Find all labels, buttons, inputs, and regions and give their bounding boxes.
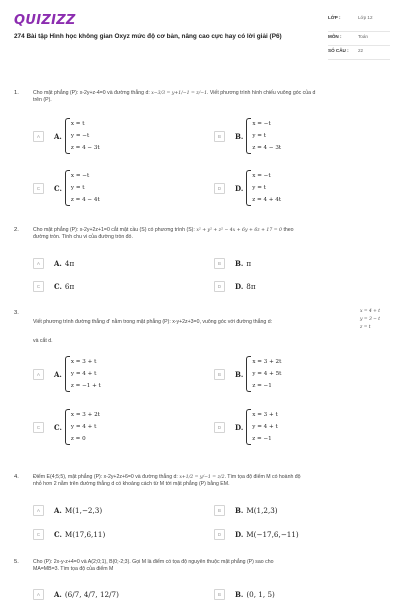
option-value: M(1,2,3) [246, 506, 278, 515]
option-c[interactable]: C C. 6π [33, 281, 74, 292]
option-value: 6π [64, 282, 75, 291]
option-c-box[interactable]: C [33, 422, 44, 433]
option-value: M(1,−2,3) [64, 506, 103, 515]
question-text: Điểm E(4;5;5), mặt phẳng (P): x-2y+2z+6=0 và đường thẳng d: x+1/2 = y/−1 = z/2. Tìm tọa độ điểm M có hoành độ nhỏ hơn 2 nằm trên đường thẳng d có khoảng cách từ M tới mặt phẳng (P) bằng EM. [33, 474, 301, 488]
meta-info [328, 13, 390, 60]
option-a[interactable]: A A. 4π [33, 258, 74, 269]
option-c[interactable]: C C. x = −t y = t z = 4 − 4t [33, 170, 100, 206]
option-d-box[interactable]: D [214, 183, 225, 194]
question-number: 2. [14, 227, 19, 233]
option-b-box[interactable]: B [214, 258, 225, 269]
question-text: Cho mặt phẳng (P): x-2y+z-4=0 và đường thẳng d: x−3/3 = y+1/−1 = z/−1. Viết phương trình hình chiếu vuông góc của d trên (P). [33, 90, 316, 104]
option-b[interactable]: B B. M(1,2,3) [214, 505, 278, 516]
document-header [0, 0, 400, 66]
option-value: (6/7, 4/7, 12/7) [64, 590, 119, 599]
equation-system: x = 3 + 2t y = 4 + t z = 0 [65, 409, 100, 445]
line-equation: x−3/3 = y+1/−1 = z/−1 [151, 91, 208, 96]
option-value: 8π [246, 282, 256, 291]
class-label: LỚP : [328, 15, 341, 20]
option-d[interactable]: D D. M(−17,6,−11) [214, 529, 299, 540]
line-d-system: x = 4 + t y = 3 − t z = t [360, 309, 380, 330]
subject-value: Toán [358, 34, 368, 39]
option-a[interactable]: A A. x = t y = −t z = 4 − 3t [33, 118, 100, 154]
option-b-box[interactable]: B [214, 505, 225, 516]
class-value: Lớp 12 [358, 15, 373, 20]
question-text: Viết phương trình đường thẳng d' nằm trong mặt phẳng (P): x-y+2z+3=0, vuông góc với đường thẳng d: [33, 319, 273, 325]
option-value: (0, 1, 5) [246, 590, 275, 599]
option-a-box[interactable]: A [33, 369, 44, 380]
option-value: π [246, 259, 252, 268]
option-c[interactable]: C C. M(17,6,11) [33, 529, 105, 540]
equation-system: x = 3 + 2t y = 4 + 5t z = −1 [246, 356, 281, 392]
option-c-box[interactable]: C [33, 183, 44, 194]
option-d[interactable]: D D. x = −t y = t z = 4 + 4t [214, 170, 281, 206]
option-b-box[interactable]: B [214, 131, 225, 142]
option-a-box[interactable]: A [33, 589, 44, 600]
option-c-box[interactable]: C [33, 529, 44, 540]
option-d[interactable]: D D. x = 3 + t y = 4 + t z = −1 [214, 409, 278, 445]
equation-system: x = t y = −t z = 4 − 3t [65, 118, 100, 154]
option-b[interactable]: B B. π [214, 258, 251, 269]
equation-system: x = −t y = t z = 4 − 3t [246, 118, 281, 154]
count-label: SỐ CÂU : [328, 48, 349, 53]
equation-system: x = 3 + t y = 4 + t z = −1 + t [65, 356, 101, 392]
count-value: 22 [358, 48, 364, 53]
option-d-box[interactable]: D [214, 281, 225, 292]
option-d-box[interactable]: D [214, 422, 225, 433]
option-value: M(−17,6,−11) [246, 530, 299, 539]
option-d-box[interactable]: D [214, 529, 225, 540]
line-equation: x+1/2 = y/−1 = z/2 [179, 475, 225, 480]
question-number: 1. [14, 90, 19, 96]
option-b[interactable]: B B. (0, 1, 5) [214, 589, 275, 600]
equation-system: x = −t y = t z = 4 − 4t [65, 170, 100, 206]
option-value: M(17,6,11) [64, 530, 106, 539]
option-c[interactable]: C C. x = 3 + 2t y = 4 + t z = 0 [33, 409, 100, 445]
question-number: 5. [14, 559, 19, 565]
option-d[interactable]: D D. 8π [214, 281, 256, 292]
question-text: Cho (P): 2x-y-z+4=0 và A(2;0;1), B(0;-2;3). Gọi M là điểm có tọa độ nguyên thuộc mặt phẳng (P) sao cho MA=MB=3. Tìm tọa độ của điểm M [33, 559, 274, 573]
equation-system: x = 3 + t y = 4 + t z = −1 [246, 409, 277, 445]
equation-system: x = −t y = t z = 4 + 4t [246, 170, 281, 206]
option-c-box[interactable]: C [33, 281, 44, 292]
option-a-box[interactable]: A [33, 131, 44, 142]
option-a[interactable]: A A. M(1,−2,3) [33, 505, 102, 516]
option-b-box[interactable]: B [214, 589, 225, 600]
question-number: 3. [14, 310, 19, 316]
option-b[interactable]: B B. x = 3 + 2t y = 4 + 5t z = −1 [214, 356, 281, 392]
quizizz-logo: QUIZIZZ [14, 13, 76, 28]
sphere-equation: x² + y² + z² − 4x + 6y + 6z + 17 = 0 [196, 228, 282, 233]
subject-label: MÔN : [328, 34, 342, 39]
option-a-box[interactable]: A [33, 505, 44, 516]
option-a-box[interactable]: A [33, 258, 44, 269]
question-text: Cho mặt phẳng (P): x-2y+2z+1=0 cắt mặt cầu (S) có phương trình (S): x² + y² + z² − 4x + 6y + 6z + 17 = 0 theo đường tròn. Tính chu vi của đường tròn đó. [33, 227, 294, 241]
question-text-end: và cắt d. [33, 338, 53, 344]
option-a[interactable]: A A. x = 3 + t y = 4 + t z = −1 + t [33, 356, 101, 392]
option-a[interactable]: A A. (6/7, 4/7, 12/7) [33, 589, 119, 600]
option-value: 4π [64, 259, 75, 268]
option-b-box[interactable]: B [214, 369, 225, 380]
option-b[interactable]: B B. x = −t y = t z = 4 − 3t [214, 118, 281, 154]
question-number: 4. [14, 474, 19, 480]
document-title: 274 Bài tập Hình học không gian Oxyz mức độ cơ bản, nâng cao cực hay có lời giải (P6) [14, 33, 282, 40]
